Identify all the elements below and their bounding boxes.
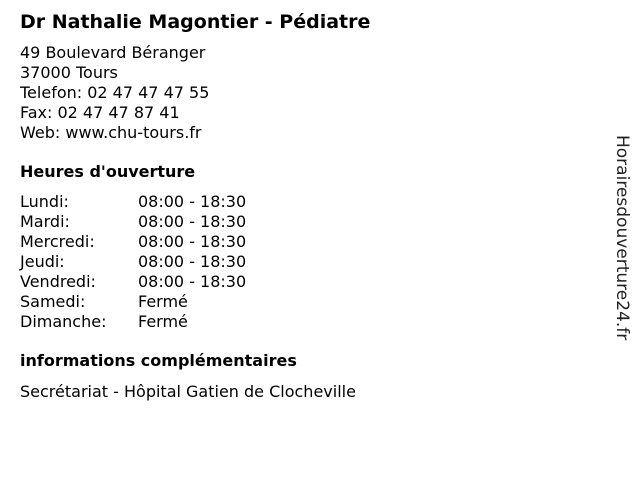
hours-day: Lundi: (20, 192, 69, 211)
watermark (612, 135, 632, 345)
hours-time: 08:00 - 18:30 (138, 192, 247, 211)
street-address: 49 Boulevard Béranger (20, 43, 206, 62)
hours-day: Samedi: (20, 292, 86, 311)
hours-time: 08:00 - 18:30 (138, 252, 247, 271)
hours-time: Fermé (138, 292, 188, 311)
hours-table (20, 192, 590, 332)
phone-number: Telefon: 02 47 47 47 55 (20, 83, 210, 102)
content (20, 10, 590, 402)
hours-day: Dimanche: (20, 312, 107, 331)
info-heading: informations complémentaires (20, 351, 297, 370)
hours-row (20, 292, 590, 312)
website-link: Web: www.chu-tours.fr (20, 123, 202, 142)
address-block (20, 43, 590, 143)
hours-time: 08:00 - 18:30 (138, 232, 247, 251)
hours-time: 08:00 - 18:30 (138, 272, 247, 291)
hours-day: Mercredi: (20, 232, 95, 251)
hours-time: Fermé (138, 312, 188, 331)
hours-row (20, 232, 590, 252)
hours-row (20, 312, 590, 332)
hours-day: Jeudi: (20, 252, 65, 271)
hours-row (20, 192, 590, 212)
hours-row (20, 272, 590, 292)
hours-day: Vendredi: (20, 272, 96, 291)
hours-row (20, 252, 590, 272)
watermark-text: Horairesdouverture24.fr (612, 135, 632, 341)
hours-heading: Heures d'ouverture (20, 162, 196, 181)
info-text: Secrétariat - Hôpital Gatien de Clocheville (20, 382, 356, 401)
hours-day: Mardi: (20, 212, 70, 231)
hours-row (20, 212, 590, 232)
page-title: Dr Nathalie Magontier - Pédiatre (20, 11, 371, 33)
hours-time: 08:00 - 18:30 (138, 212, 247, 231)
city-address: 37000 Tours (20, 63, 118, 82)
fax-number: Fax: 02 47 47 87 41 (20, 103, 180, 122)
